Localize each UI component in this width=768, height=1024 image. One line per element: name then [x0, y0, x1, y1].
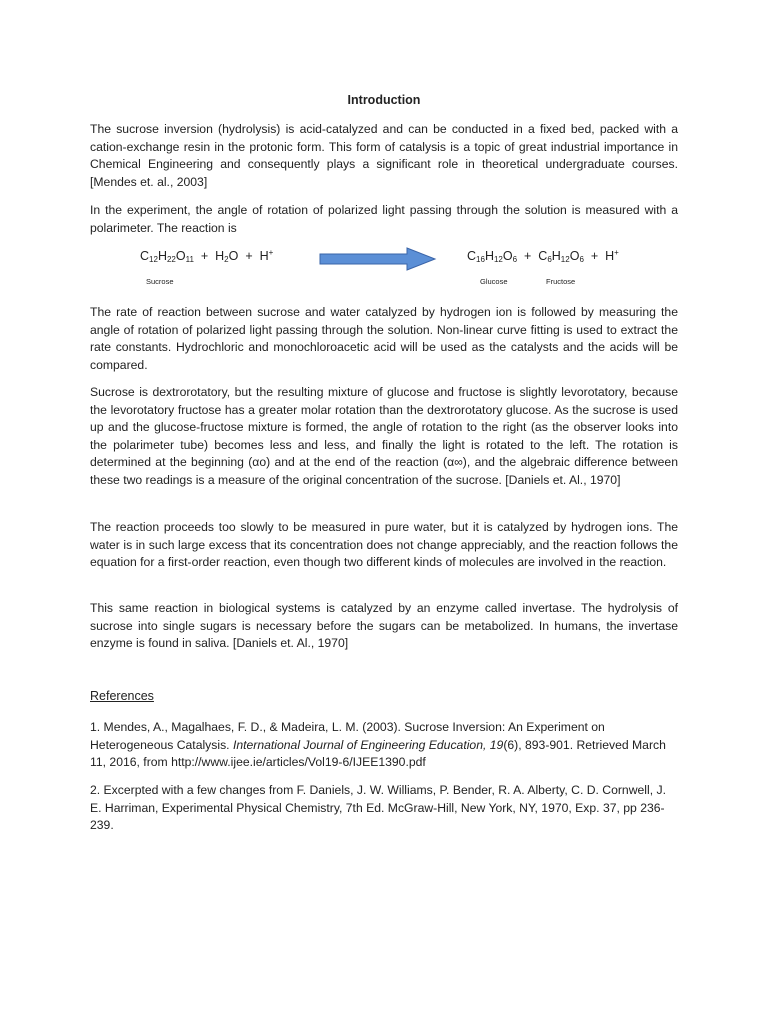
reference-2: 2. Excerpted with a few changes from F. Daniels, J. W. Williams, P. Bender, R. A. Alberty, C. D. Cornwell, J. E. Harriman, Experimental Physical Chemistry, 7th Ed. McGraw-Hill, New York, NY, 1970, Exp. 37, pp 236-239.	[90, 783, 666, 832]
glucose-label: Glucose	[480, 277, 508, 286]
sucrose-formula: $C_{12}H_{22}O_{11}$	[140, 249, 194, 264]
proton-formula: H+	[259, 248, 274, 263]
plus-sign: +	[200, 249, 209, 263]
plus-sign: +	[524, 249, 532, 263]
paragraph-invertase: This same reaction in biological systems is catalyzed by an enzyme called invertase. The hydrolysis of sucrose into single sugars is necessary before the sugars can be metabolized. In humans, the invertase enzyme is found in saliva. [Daniels et. Al., 1970]	[90, 601, 678, 650]
paragraph-rotation: Sucrose is dextrorotatory, but the resulting mixture of glucose and fructose is slightly levorotatory, because the levorotatory fructose has a greater molar rotation than the dextrorotatory glucose. As the sucrose is used up and the glucose-fructose mixture is formed, the angle of rotation to the right (as the observer looks into the polarimeter tube) becomes less and less, and finally the light is rotated to the left. The rotation is determined at the beginning (αo) and at the end of the reaction (α∞), and the algebraic difference between these two readings is a measure of the original concentration of the sucrose. [Daniels et. Al., 1970]	[90, 385, 678, 487]
water-formula: $H_2O$	[215, 249, 239, 264]
paragraph-rate: The rate of reaction between sucrose and water catalyzed by hydrogen ion is followed by measuring the angle of rotation of polarized light passing through the solution. Non-linear curve fitting is used to extract the rate constants. Hydrochloric and monochloroacetic acid will be used as the catalysts and the acids will be compared.	[90, 305, 678, 372]
equation-products	[467, 248, 619, 264]
paragraph-intro: The sucrose inversion (hydrolysis) is acid-catalyzed and can be conducted in a fixed bed, packed with a cation-exchange resin in the protonic form. This form of catalysis is a topic of great industrial importance in Chemical Engineering and consequently plays a significant role in theoretical undergraduate courses. [Mendes et. al., 2003]	[90, 122, 678, 189]
paragraph-first-order: The reaction proceeds too slowly to be measured in pure water, but it is catalyzed by hydrogen ions. The water is in such large excess that its concentration does not change appreciably, and the reaction follows the equation for a first-order reaction, even though two different kinds of molecules are involved in the reaction.	[90, 520, 678, 569]
proton-formula: H+	[605, 248, 619, 263]
sucrose-label: Sucrose	[146, 277, 174, 286]
fructose-label: Fructose	[546, 277, 576, 286]
references-heading: References	[90, 689, 154, 703]
fructose-formula: $C_6H_{12}O_6$	[538, 249, 584, 264]
section-heading: Introduction	[347, 93, 421, 107]
reference-1: 1. Mendes, A., Magalhaes, F. D., & Madeira, L. M. (2003). Sucrose Inversion: An Experiment on Heterogeneous Catalysis. International Journal of Engineering Education, 19(6), 893-901. Retrieved March 11, 2016, from http://www.ijee.ie/articles/Vol19-6/IJEE1390.pdf	[90, 720, 666, 769]
reaction-arrow-icon	[319, 247, 437, 271]
glucose-formula: $C_{16}H_{12}O_6$	[467, 249, 518, 264]
equation-reactants	[140, 248, 273, 264]
plus-sign: +	[590, 249, 599, 263]
paragraph-experiment: In the experiment, the angle of rotation of polarized light passing through the solution is measured with a polarimeter. The reaction is	[90, 203, 678, 235]
plus-sign: +	[245, 249, 253, 263]
journal-title: International Journal of Engineering Education, 19	[232, 737, 504, 752]
